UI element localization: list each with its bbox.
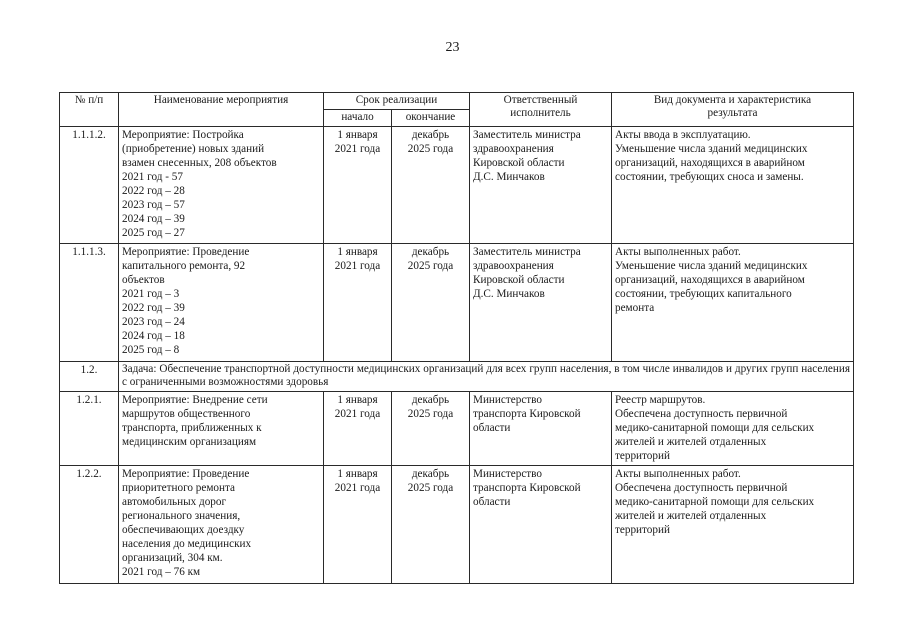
header-responsible-line: исполнитель	[510, 107, 571, 119]
text-line: 2025 года	[407, 143, 454, 155]
text-line: 2025 года	[407, 482, 454, 494]
text-line: жителей и жителей отдаленных	[615, 436, 767, 448]
table-row	[60, 244, 854, 362]
header-end: окончание	[392, 110, 470, 127]
row-result	[612, 244, 854, 362]
text-line: Мероприятие: Постройка	[122, 129, 244, 141]
row-number: 1.2.1.	[60, 392, 119, 466]
text-line: Мероприятие: Внедрение сети	[122, 394, 268, 406]
text-line: транспорта Кировской	[473, 482, 581, 494]
row-result	[612, 127, 854, 244]
row-start-date	[324, 244, 392, 362]
text-line: взамен снесенных, 208 объектов	[122, 157, 277, 169]
row-responsible	[470, 466, 612, 584]
text-line: Д.С. Минчаков	[473, 171, 545, 183]
header-num: № п/п	[60, 93, 119, 127]
row-activity-name	[119, 127, 324, 244]
text-line: декабрь	[411, 129, 450, 141]
row-activity-name	[119, 244, 324, 362]
text-line: 2021 года	[334, 143, 381, 155]
row-responsible	[470, 392, 612, 466]
text-line: 2023 год – 57	[122, 199, 185, 211]
text-line: Министерство	[473, 394, 542, 406]
text-line: 2024 год – 39	[122, 213, 185, 225]
text-line: Мероприятие: Проведение	[122, 246, 250, 258]
text-line: декабрь	[411, 468, 450, 480]
text-line: регионального значения,	[122, 510, 241, 522]
text-line: Министерство	[473, 468, 542, 480]
text-line: декабрь	[411, 246, 450, 258]
header-result	[612, 93, 854, 127]
text-line: 2021 год - 57	[122, 171, 183, 183]
text-line: (приобретение) новых зданий	[122, 143, 265, 155]
row-activity-name	[119, 392, 324, 466]
text-line: 2024 год – 18	[122, 330, 185, 342]
text-line: Заместитель министра	[473, 129, 581, 141]
text-line: декабрь	[411, 394, 450, 406]
text-line: 1 января	[337, 246, 378, 258]
table-row	[60, 466, 854, 584]
text-line: жителей и жителей отдаленных	[615, 510, 767, 522]
row-end-date	[392, 244, 470, 362]
text-line: транспорта Кировской	[473, 408, 581, 420]
text-line: организаций, находящихся в аварийном	[615, 157, 805, 169]
text-line: Кировской области	[473, 157, 565, 169]
text-line: 1 января	[337, 468, 378, 480]
text-line: Уменьшение числа зданий медицинских	[615, 143, 808, 155]
text-line: 2025 года	[407, 260, 454, 272]
row-start-date	[324, 466, 392, 584]
row-result	[612, 466, 854, 584]
page-number: 23	[445, 40, 460, 55]
text-line: 1 января	[337, 129, 378, 141]
header-result-line: результата	[707, 107, 758, 119]
text-line: Акты ввода в эксплуатацию.	[615, 129, 751, 141]
text-line: 2021 год – 3	[122, 288, 180, 300]
header-period: Срок реализации	[324, 93, 470, 110]
header-responsible-line: Ответственный	[503, 94, 578, 106]
text-line: Заместитель министра	[473, 246, 581, 258]
text-line: 2021 года	[334, 482, 381, 494]
text-line: медицинским организациям	[122, 436, 257, 448]
text-line: 2023 год – 24	[122, 316, 185, 328]
text-line: ремонта	[615, 302, 655, 314]
text-line: 1 января	[337, 394, 378, 406]
header-row	[60, 93, 854, 110]
row-end-date	[392, 127, 470, 244]
row-result	[612, 392, 854, 466]
row-activity-name	[119, 466, 324, 584]
text-line: области	[473, 422, 511, 434]
text-line: состоянии, требующих сноса и замены.	[615, 171, 804, 183]
text-line: 2025 год – 27	[122, 227, 185, 239]
row-number: 1.2.2.	[60, 466, 119, 584]
row-number: 1.1.1.2.	[60, 127, 119, 244]
text-line: Обеспечена доступность первичной	[615, 482, 788, 494]
text-line: Акты выполненных работ.	[615, 468, 741, 480]
text-line: медико-санитарной помощи для сельских	[615, 422, 815, 434]
row-start-date	[324, 392, 392, 466]
text-line: 2021 год – 76 км	[122, 566, 201, 578]
task-row	[60, 362, 854, 392]
task-text: Задача: Обеспечение транспортной доступности медицинских организаций для всех групп населения, в том числе инвалидов и других групп населения с ограниченными возможностями здоровья	[119, 362, 854, 392]
text-line: здравоохранения	[473, 260, 554, 272]
table-row	[60, 392, 854, 466]
text-line: приоритетного ремонта	[122, 482, 235, 494]
text-line: маршрутов общественного	[122, 408, 251, 420]
row-end-date	[392, 466, 470, 584]
text-line: 2021 года	[334, 408, 381, 420]
row-number: 1.1.1.3.	[60, 244, 119, 362]
task-number: 1.2.	[60, 362, 119, 392]
text-line: Акты выполненных работ.	[615, 246, 741, 258]
text-line: 2022 год – 39	[122, 302, 185, 314]
text-line: Мероприятие: Проведение	[122, 468, 250, 480]
text-line: автомобильных дорог	[122, 496, 227, 508]
row-end-date	[392, 392, 470, 466]
text-line: Д.С. Минчаков	[473, 288, 545, 300]
header-start: начало	[324, 110, 392, 127]
text-line: Реестр маршрутов.	[615, 394, 706, 406]
row-responsible	[470, 127, 612, 244]
text-line: медико-санитарной помощи для сельских	[615, 496, 815, 508]
text-line: населения до медицинских	[122, 538, 252, 550]
text-line: 2021 года	[334, 260, 381, 272]
text-line: территорий	[615, 524, 670, 536]
text-line: Уменьшение числа зданий медицинских	[615, 260, 808, 272]
text-line: Обеспечена доступность первичной	[615, 408, 788, 420]
text-line: Кировской области	[473, 274, 565, 286]
text-line: 2025 года	[407, 408, 454, 420]
text-line: капитального ремонта, 92	[122, 260, 246, 272]
header-result-line: Вид документа и характеристика	[653, 94, 812, 106]
text-line: организаций, 304 км.	[122, 552, 223, 564]
activities-table	[59, 92, 854, 584]
text-line: транспорта, приближенных к	[122, 422, 262, 434]
row-responsible	[470, 244, 612, 362]
header-responsible	[470, 93, 612, 127]
text-line: состоянии, требующих капитального	[615, 288, 792, 300]
text-line: 2025 год – 8	[122, 344, 180, 356]
row-start-date	[324, 127, 392, 244]
text-line: территорий	[615, 450, 670, 462]
text-line: 2022 год – 28	[122, 185, 185, 197]
text-line: области	[473, 496, 511, 508]
text-line: объектов	[122, 274, 165, 286]
table-row	[60, 127, 854, 244]
text-line: обеспечивающих доездку	[122, 524, 245, 536]
text-line: организаций, находящихся в аварийном	[615, 274, 805, 286]
header-name: Наименование мероприятия	[119, 93, 324, 127]
text-line: здравоохранения	[473, 143, 554, 155]
